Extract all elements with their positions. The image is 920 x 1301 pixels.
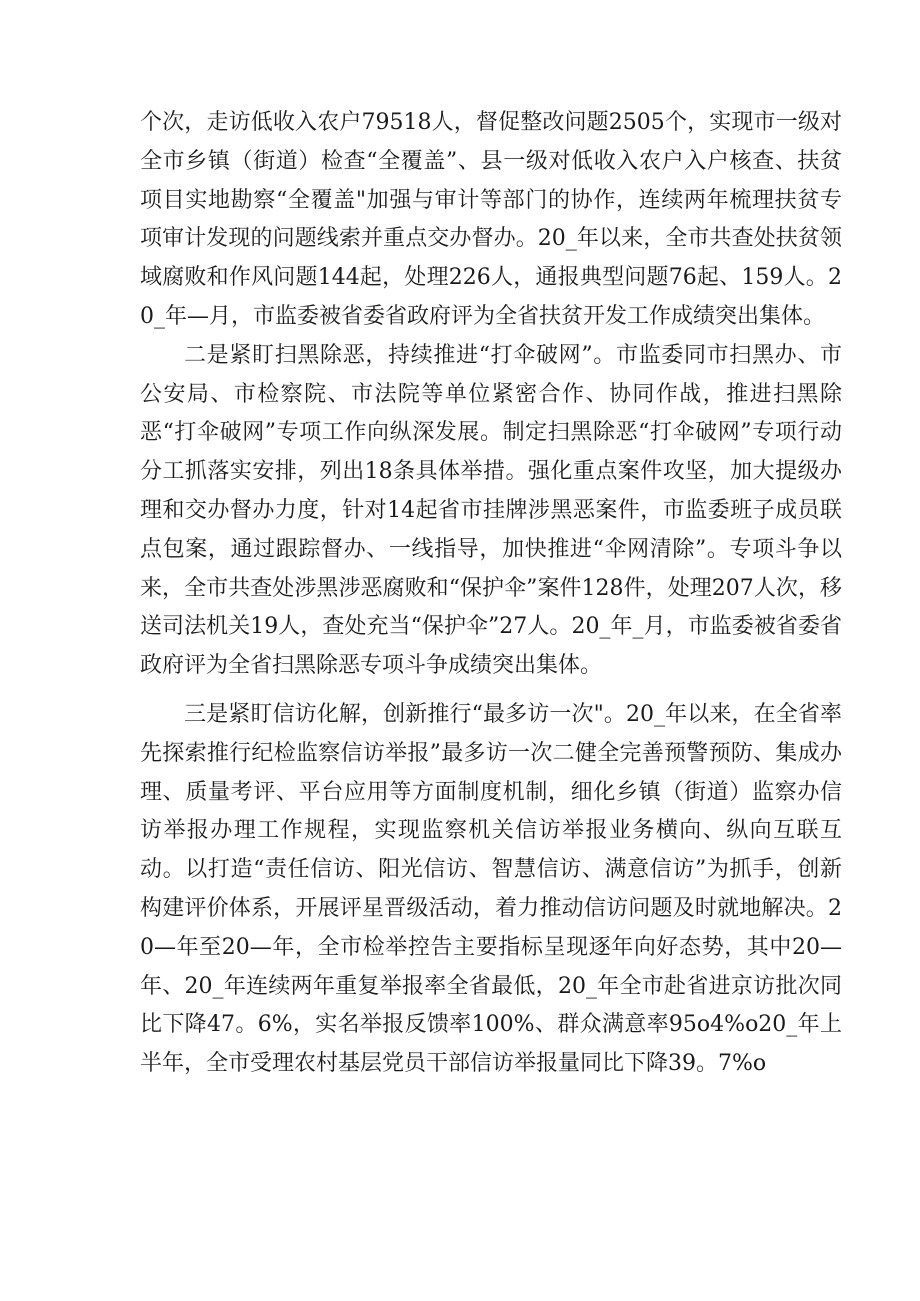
paragraph-continuation: 个次，走访低收入农户79518人，督促整改问题2505个，实现市一级对全市乡镇（街道）检查“全覆盖”、县一级对低收入农户入户核查、扶贫项目实地勘察“全覆盖"加强与审计等部门的协作，连续两年梳理扶贫专项审计发现的问题线索并重点交办督办。20_年以来，全市共查处扶贫领域腐败和作风问题144起，处理226人，通报典型问题76起、159人。20_年—月，市监委被省委省政府评为全省扶贫开发工作成绩突出集体。	[140, 110, 842, 329]
paragraph-point-two: 二是紧盯扫黑除恶，持续推进“打伞破网”。市监委同市扫黑办、市公安局、市检察院、市法院等单位紧密合作、协同作战，推进扫黑除恶“打伞破网”专项工作向纵深发展。制定扫黑除恶“打伞破网”专项行动分工抓落实安排，列出18条具体举措。强化重点案件攻坚，加大提级办理和交办督办力度，针对14起省市挂牌涉黑恶案件，市监委班子成员联点包案，通过跟踪督办、一线指导，加快推进“伞网清除”。专项斗争以来，全市共查处涉黑涉恶腐败和“保护伞”案件128件，处理207人次，移送司法机关19人，查处充当“保护伞”27人。20_年_月，市监委被省委省政府评为全省扫黑除恶专项斗争成绩突出集体。	[140, 342, 842, 679]
paragraph-point-three: 三是紧盯信访化解，创新推行“最多访一次"。20_年以来，在全省率先探索推行纪检监察信访举报”最多访一次二健全完善预警预防、集成办理、质量考评、平台应用等方面制度机制，细化乡镇（街道）监察办信访举报办理工作规程，实现监察机关信访举报业务横向、纵向互联互动。以打造“责任信访、阳光信访、智慧信访、满意信访”为抓手，创新构建评价体系，开展评星晋级活动，着力推动信访问题及时就地解决。20—年至20—年，全市检举控告主要指标呈现逐年向好态势，其中20—年、20_年连续两年重复举报率全省最低，20_年全市赴省进京访批次同比下降47。6%，实名举报反馈率100%、群众满意率95o4%o20_年上半年，全市受理农村基层党员干部信访举报量同比下降39。7%o	[140, 701, 842, 1077]
document-body	[140, 104, 842, 1084]
